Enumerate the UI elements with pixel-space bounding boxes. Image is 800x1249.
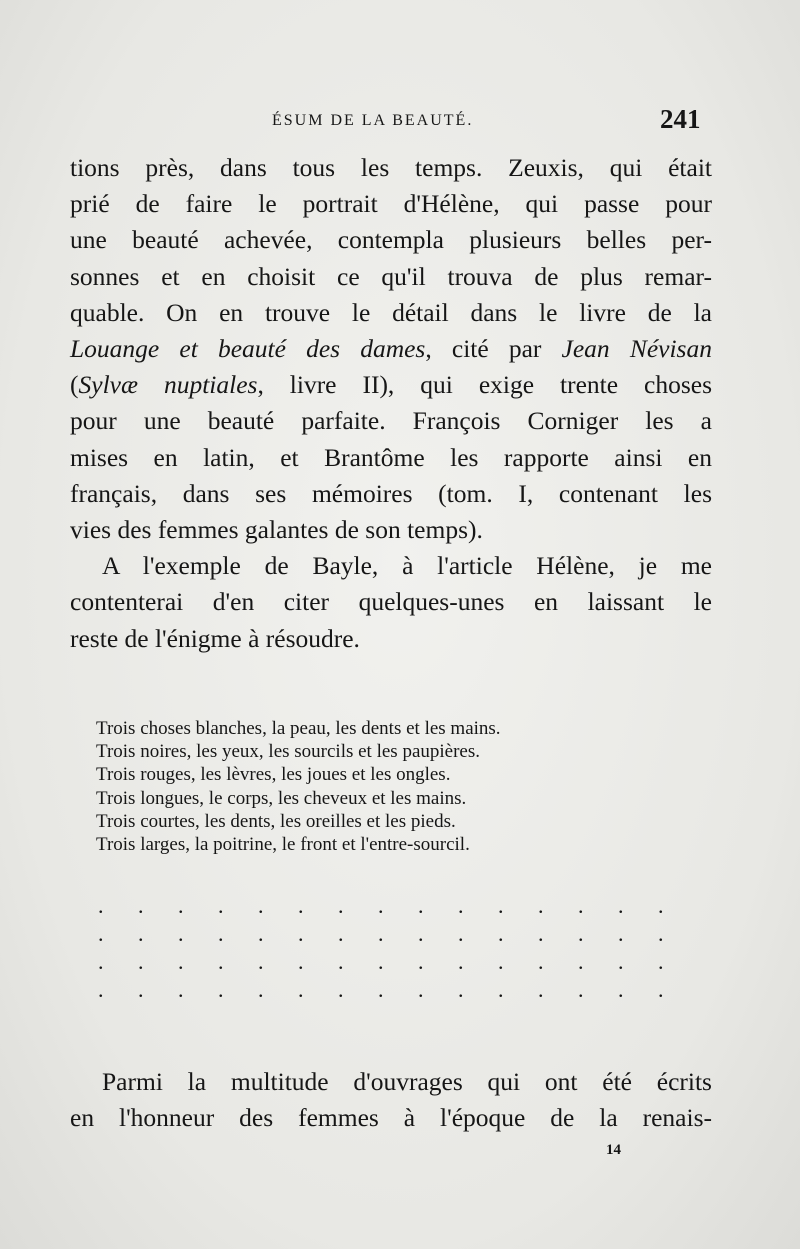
- text-line: Parmi la multitude d'ouvrages qui ont été écrits: [102, 1067, 712, 1096]
- verse-line: Trois choses blanches, la peau, les dents et les mains.: [96, 718, 501, 739]
- verse-line: Trois larges, la poitrine, le front et l'entre-sourcil.: [96, 834, 470, 856]
- text-line: prié de faire le portrait d'Hélène, qui passe pour: [70, 189, 712, 219]
- text-line: A l'exemple de Bayle, à l'article Hélène, je me: [102, 551, 712, 581]
- text-line: pour une beauté parfaite. François Corniger les a: [70, 406, 712, 436]
- ellipsis-row: . . . . . . . . . . . . . . .: [98, 921, 678, 946]
- text-fragment: , cité par: [425, 334, 562, 364]
- verse-line: Trois courtes, les dents, les oreilles et les pieds.: [96, 810, 456, 832]
- page-number: 241: [660, 104, 701, 134]
- verse-line: Trois longues, le corps, les cheveux et les mains.: [96, 787, 467, 809]
- paragraph-2: [70, 548, 712, 657]
- paragraph-1: [70, 150, 712, 548]
- text-line: une beauté achevée, contempla plusieurs belles per-: [70, 225, 712, 255]
- author-name: Jean Névisan: [561, 334, 712, 364]
- work-title: Louange et beauté des dames: [70, 334, 426, 364]
- text-line: français, dans ses mémoires (tom. I, contenant les: [70, 478, 712, 508]
- closing-paragraph: [70, 1064, 712, 1136]
- verse-quotation: [96, 717, 676, 856]
- text-line: [70, 367, 712, 403]
- text-line: tions près, dans tous les temps. Zeuxis, qui était: [70, 153, 712, 182]
- text-fragment: , livre II), qui exige trente choses: [257, 370, 712, 400]
- signature-mark: 14: [606, 1142, 621, 1158]
- text-line: vies des femmes galantes de son temps).: [70, 515, 483, 545]
- text-line: contenterai d'en citer quelques-unes en laissant le: [70, 587, 712, 617]
- ellipsis-row: . . . . . . . . . . . . . . .: [98, 977, 678, 1002]
- text-line: [70, 331, 712, 367]
- text-fragment: (: [70, 370, 79, 400]
- page-header: [0, 102, 800, 142]
- text-line: mises en latin, et Brantôme les rapporte ainsi en: [70, 442, 712, 472]
- text-line: sonnes et en choisit ce qu'il trouva de plus remar-: [70, 261, 712, 291]
- verse-line: Trois rouges, les lèvres, les joues et les ongles.: [96, 764, 451, 786]
- text-line: en l'honneur des femmes à l'époque de la renais-: [70, 1103, 712, 1133]
- text-line: quable. On en trouve le détail dans le livre de la: [70, 297, 712, 327]
- ellipsis-row: . . . . . . . . . . . . . . .: [98, 949, 678, 974]
- verse-line: Trois noires, les yeux, les sourcils et les paupières.: [96, 741, 480, 763]
- running-title: ÉSUM DE LA BEAUTÉ.: [272, 112, 474, 129]
- ellipsis-block: [98, 892, 678, 1004]
- text-line: reste de l'énigme à résoudre.: [70, 623, 360, 653]
- body-text: [70, 150, 712, 657]
- work-title: Sylvæ nuptiales: [78, 370, 258, 400]
- ellipsis-row: . . . . . . . . . . . . . . .: [98, 893, 678, 918]
